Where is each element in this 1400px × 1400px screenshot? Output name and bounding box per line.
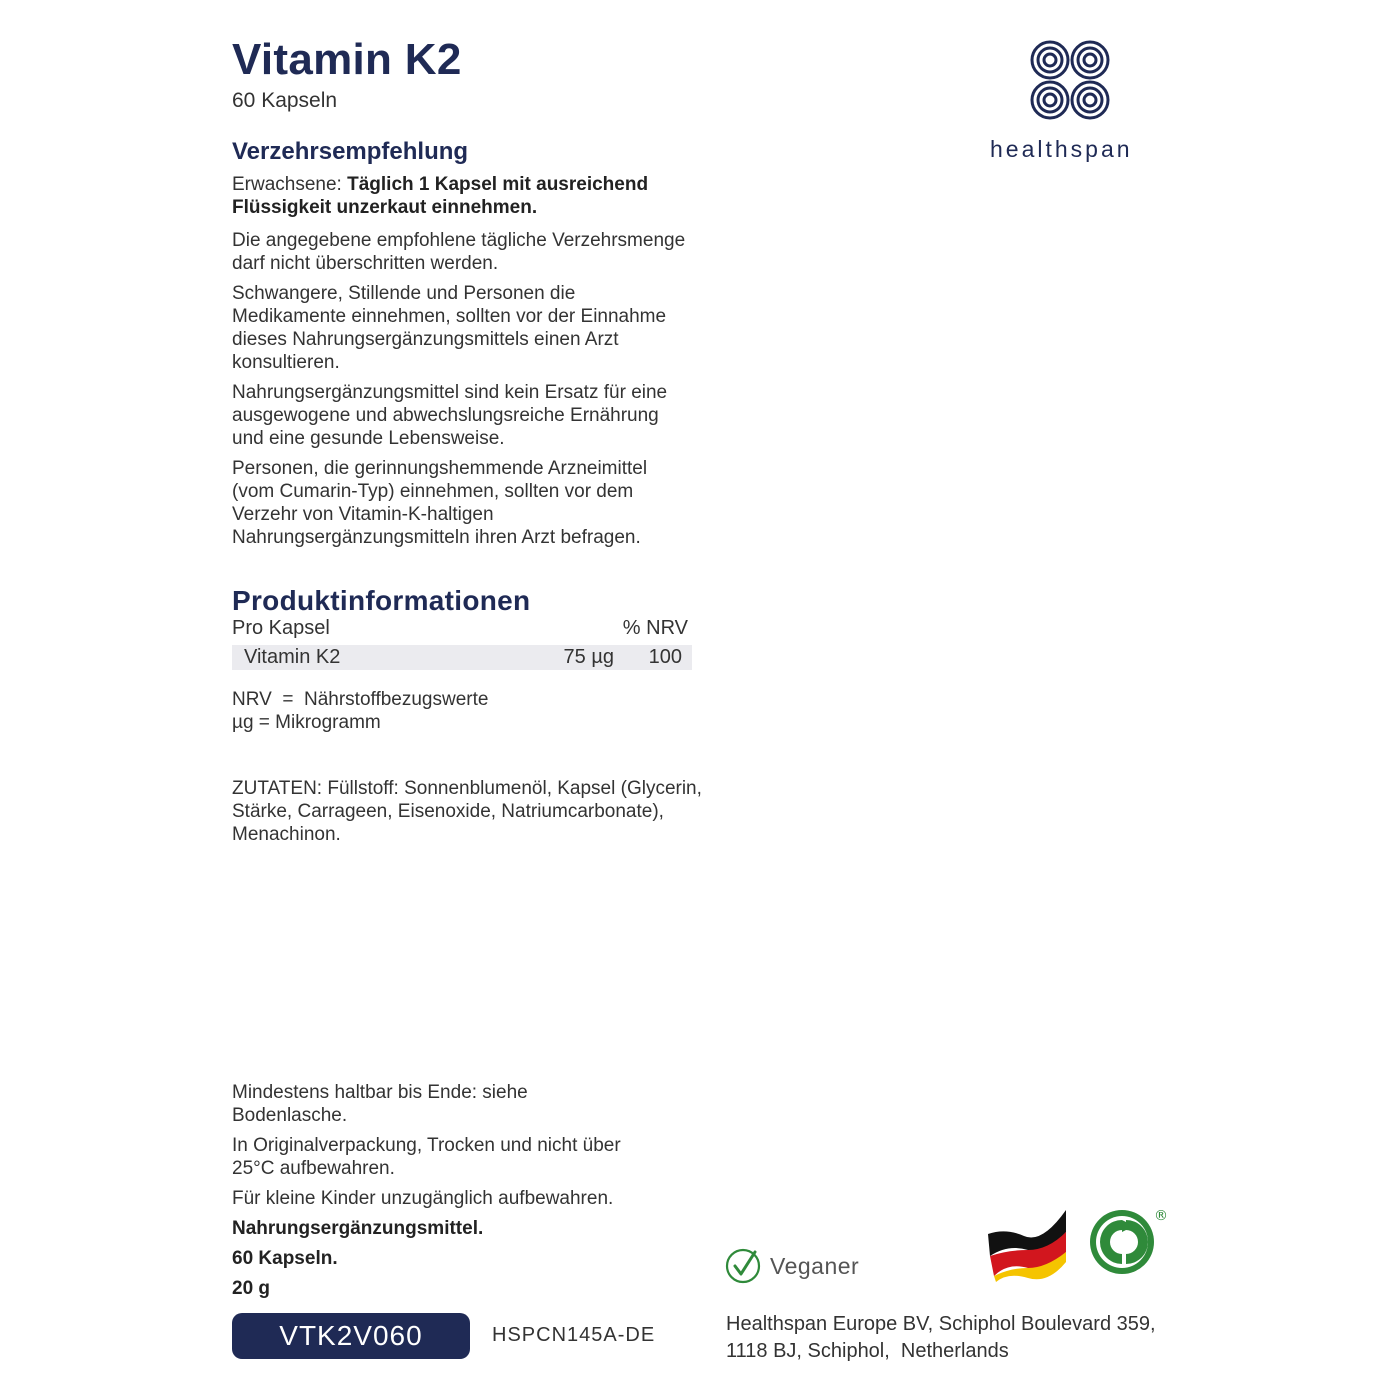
storage-info [232, 1081, 632, 1307]
table-legend [232, 688, 488, 734]
company-address [726, 1311, 1156, 1365]
green-dot-recycling-icon [1084, 1206, 1168, 1278]
address-line-2: 1118 BJ, Schiphol, Netherlands [726, 1340, 1009, 1362]
dosage-note: Schwangere, Stillende und Personen die Medikamente einnehmen, sollten vor der Einnahme dieses Nahrungsergänzungsmittels einen Arzt konsultieren. [232, 283, 667, 373]
net-weight: 20 g [232, 1278, 271, 1299]
vegan-label: Veganer [770, 1253, 860, 1279]
registered-mark: ® [1154, 1208, 1168, 1224]
product-title: Vitamin K2 [232, 35, 462, 84]
legend-nrv: NRV = Nährstoffbezugswerte [232, 689, 489, 710]
best-before-text: Mindestens haltbar bis Ende: siehe Bodenlasche. [232, 1082, 528, 1126]
vegan-check-icon [724, 1246, 762, 1284]
address-line-1: Healthspan Europe BV, Schiphol Boulevard 359, [726, 1313, 1156, 1335]
dosage-note: Nahrungsergänzungsmittel sind kein Ersatz für eine ausgewogene und abwechslungsreiche Ernährung und eine gesunde Lebensweise. [232, 382, 668, 449]
nutrient-nrv: 100 [648, 646, 682, 668]
healthspan-logo-icon [1028, 38, 1112, 122]
german-flag-icon [986, 1206, 1070, 1282]
children-warning: Für kleine Kinder unzugänglich aufbewahren. [232, 1188, 614, 1209]
nutrient-name: Vitamin K2 [244, 646, 341, 668]
column-nrv: % NRV [622, 617, 688, 639]
table-row [232, 645, 692, 670]
dosage-adults [232, 173, 692, 219]
column-per-capsule: Pro Kapsel [232, 617, 330, 639]
dosage-notes [232, 229, 692, 556]
nutrient-amount: 75 µg [563, 646, 614, 668]
product-type: Nahrungsergänzungsmittel. [232, 1218, 484, 1239]
dosage-adults-instruction: Täglich 1 Kapsel mit ausreichend Flüssigkeit unzerkaut einnehmen. [232, 174, 649, 218]
legend-microgram: µg = Mikrogramm [232, 712, 381, 733]
sku-badge: VTK2V060 [232, 1313, 470, 1359]
brand-wordmark: healthspan [990, 136, 1133, 162]
article-code: HSPCN145A-DE [492, 1324, 656, 1346]
nutrition-table-header [232, 616, 688, 640]
dosage-note: Die angegebene empfohlene tägliche Verzehrsmenge darf nicht überschritten werden. [232, 230, 686, 274]
product-info-heading: Produktinformationen [232, 585, 531, 616]
capsule-count: 60 Kapseln. [232, 1248, 338, 1269]
dosage-heading: Verzehrsempfehlung [232, 138, 469, 165]
dosage-adults-prefix: Erwachsene: [232, 174, 348, 195]
dosage-note: Personen, die gerinnungshemmende Arzneimittel (vom Cumarin-Typ) einnehmen, sollten vor dem Verzehr von Vitamin-K-haltigen Nahrungsergänzungsmitteln ihren Arzt befragen. [232, 458, 648, 548]
ingredients-text: ZUTATEN: Füllstoff: Sonnenblumenöl, Kapsel (Glycerin, Stärke, Carrageen, Eisenoxide, Natriumcarbonate), Menachinon. [232, 778, 702, 845]
storage-text: In Originalverpackung, Trocken und nicht über 25°C aufbewahren. [232, 1135, 621, 1179]
product-subtitle: 60 Kapseln [232, 89, 338, 112]
